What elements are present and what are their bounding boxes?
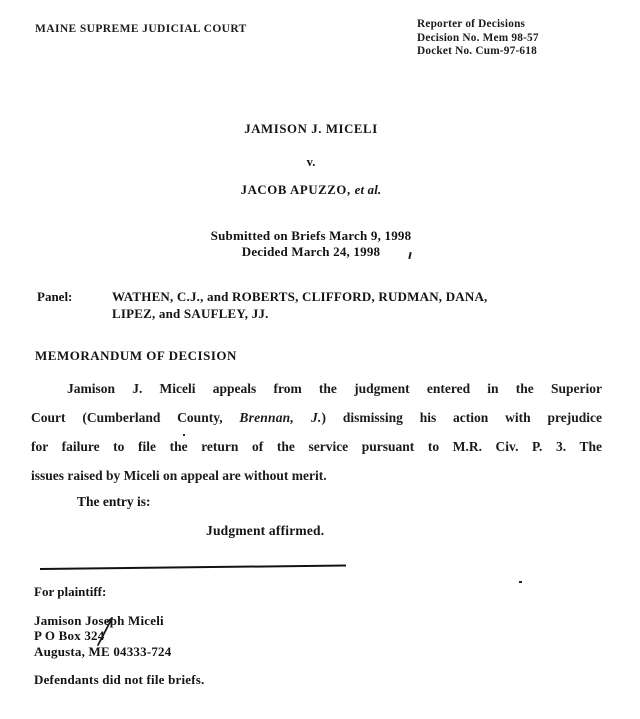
docket-number: Docket No. Cum-97-618 [417, 45, 537, 58]
plaintiff-city-line: Augusta, ME 04333-724 [34, 643, 172, 659]
plaintiff-name-line: Jamison Joseph Miceli [34, 613, 164, 628]
decision-paragraph-line1: Jamison J. Miceli appeals from the judgment entered in the Superior [67, 381, 602, 396]
dates-block [0, 228, 622, 260]
line2-post-text: ) dismissing his action with prejudice [321, 410, 602, 425]
defendant-etal-text: et al. [354, 183, 382, 197]
entry-line: The entry is: [77, 494, 151, 509]
panel-justices-line2: LIPEZ, and SAUFLEY, JJ. [112, 305, 269, 321]
caption-defendant-name [0, 183, 622, 198]
handwritten-pen-mark [88, 612, 120, 652]
panel-justices-line1: WATHEN, C.J., and ROBERTS, CLIFFORD, RUDMAN, DANA, [112, 289, 488, 304]
court-name: MAINE SUPREME JUDICIAL COURT [35, 23, 247, 35]
memorandum-heading: MEMORANDUM OF DECISION [35, 348, 237, 363]
decision-number: Decision No. Mem 98-57 [417, 31, 539, 44]
signature-divider-rule [40, 565, 346, 570]
decision-paragraph-line3: for failure to file the return of the service pursuant to M.R. Civ. P. 3. The [31, 439, 602, 454]
decision-paragraph-line2 [31, 403, 602, 432]
submitted-date-line: Submitted on Briefs March 9, 1998 [210, 228, 412, 243]
line2-pre-text: Court (Cumberland County, [31, 410, 240, 425]
decision-paragraph-line4: issues raised by Miceli on appeal are without merit. [31, 468, 327, 483]
caption-plaintiff-name: JAMISON J. MICELI [244, 122, 378, 136]
reporter-block [417, 18, 539, 59]
reporter-line: Reporter of Decisions [417, 18, 526, 30]
judgment-line: Judgment affirmed. [206, 523, 325, 538]
panel-justices [112, 289, 542, 322]
decided-date-line: Decided March 24, 1998 [241, 244, 381, 259]
scan-artifact-dot [519, 581, 522, 583]
plaintiff-pobox-line: P O Box 324 [34, 628, 105, 644]
for-plaintiff-label: For plaintiff: [34, 584, 107, 599]
panel-label: Panel: [37, 289, 73, 304]
scan-artifact-dot [183, 434, 185, 436]
decision-paragraph [31, 374, 602, 490]
defendant-name-text: JACOB APUZZO, [240, 183, 355, 197]
defendants-note: Defendants did not file briefs. [34, 672, 205, 687]
caption-versus: v. [306, 155, 316, 169]
judge-name-italic: Brennan, J. [239, 410, 322, 425]
